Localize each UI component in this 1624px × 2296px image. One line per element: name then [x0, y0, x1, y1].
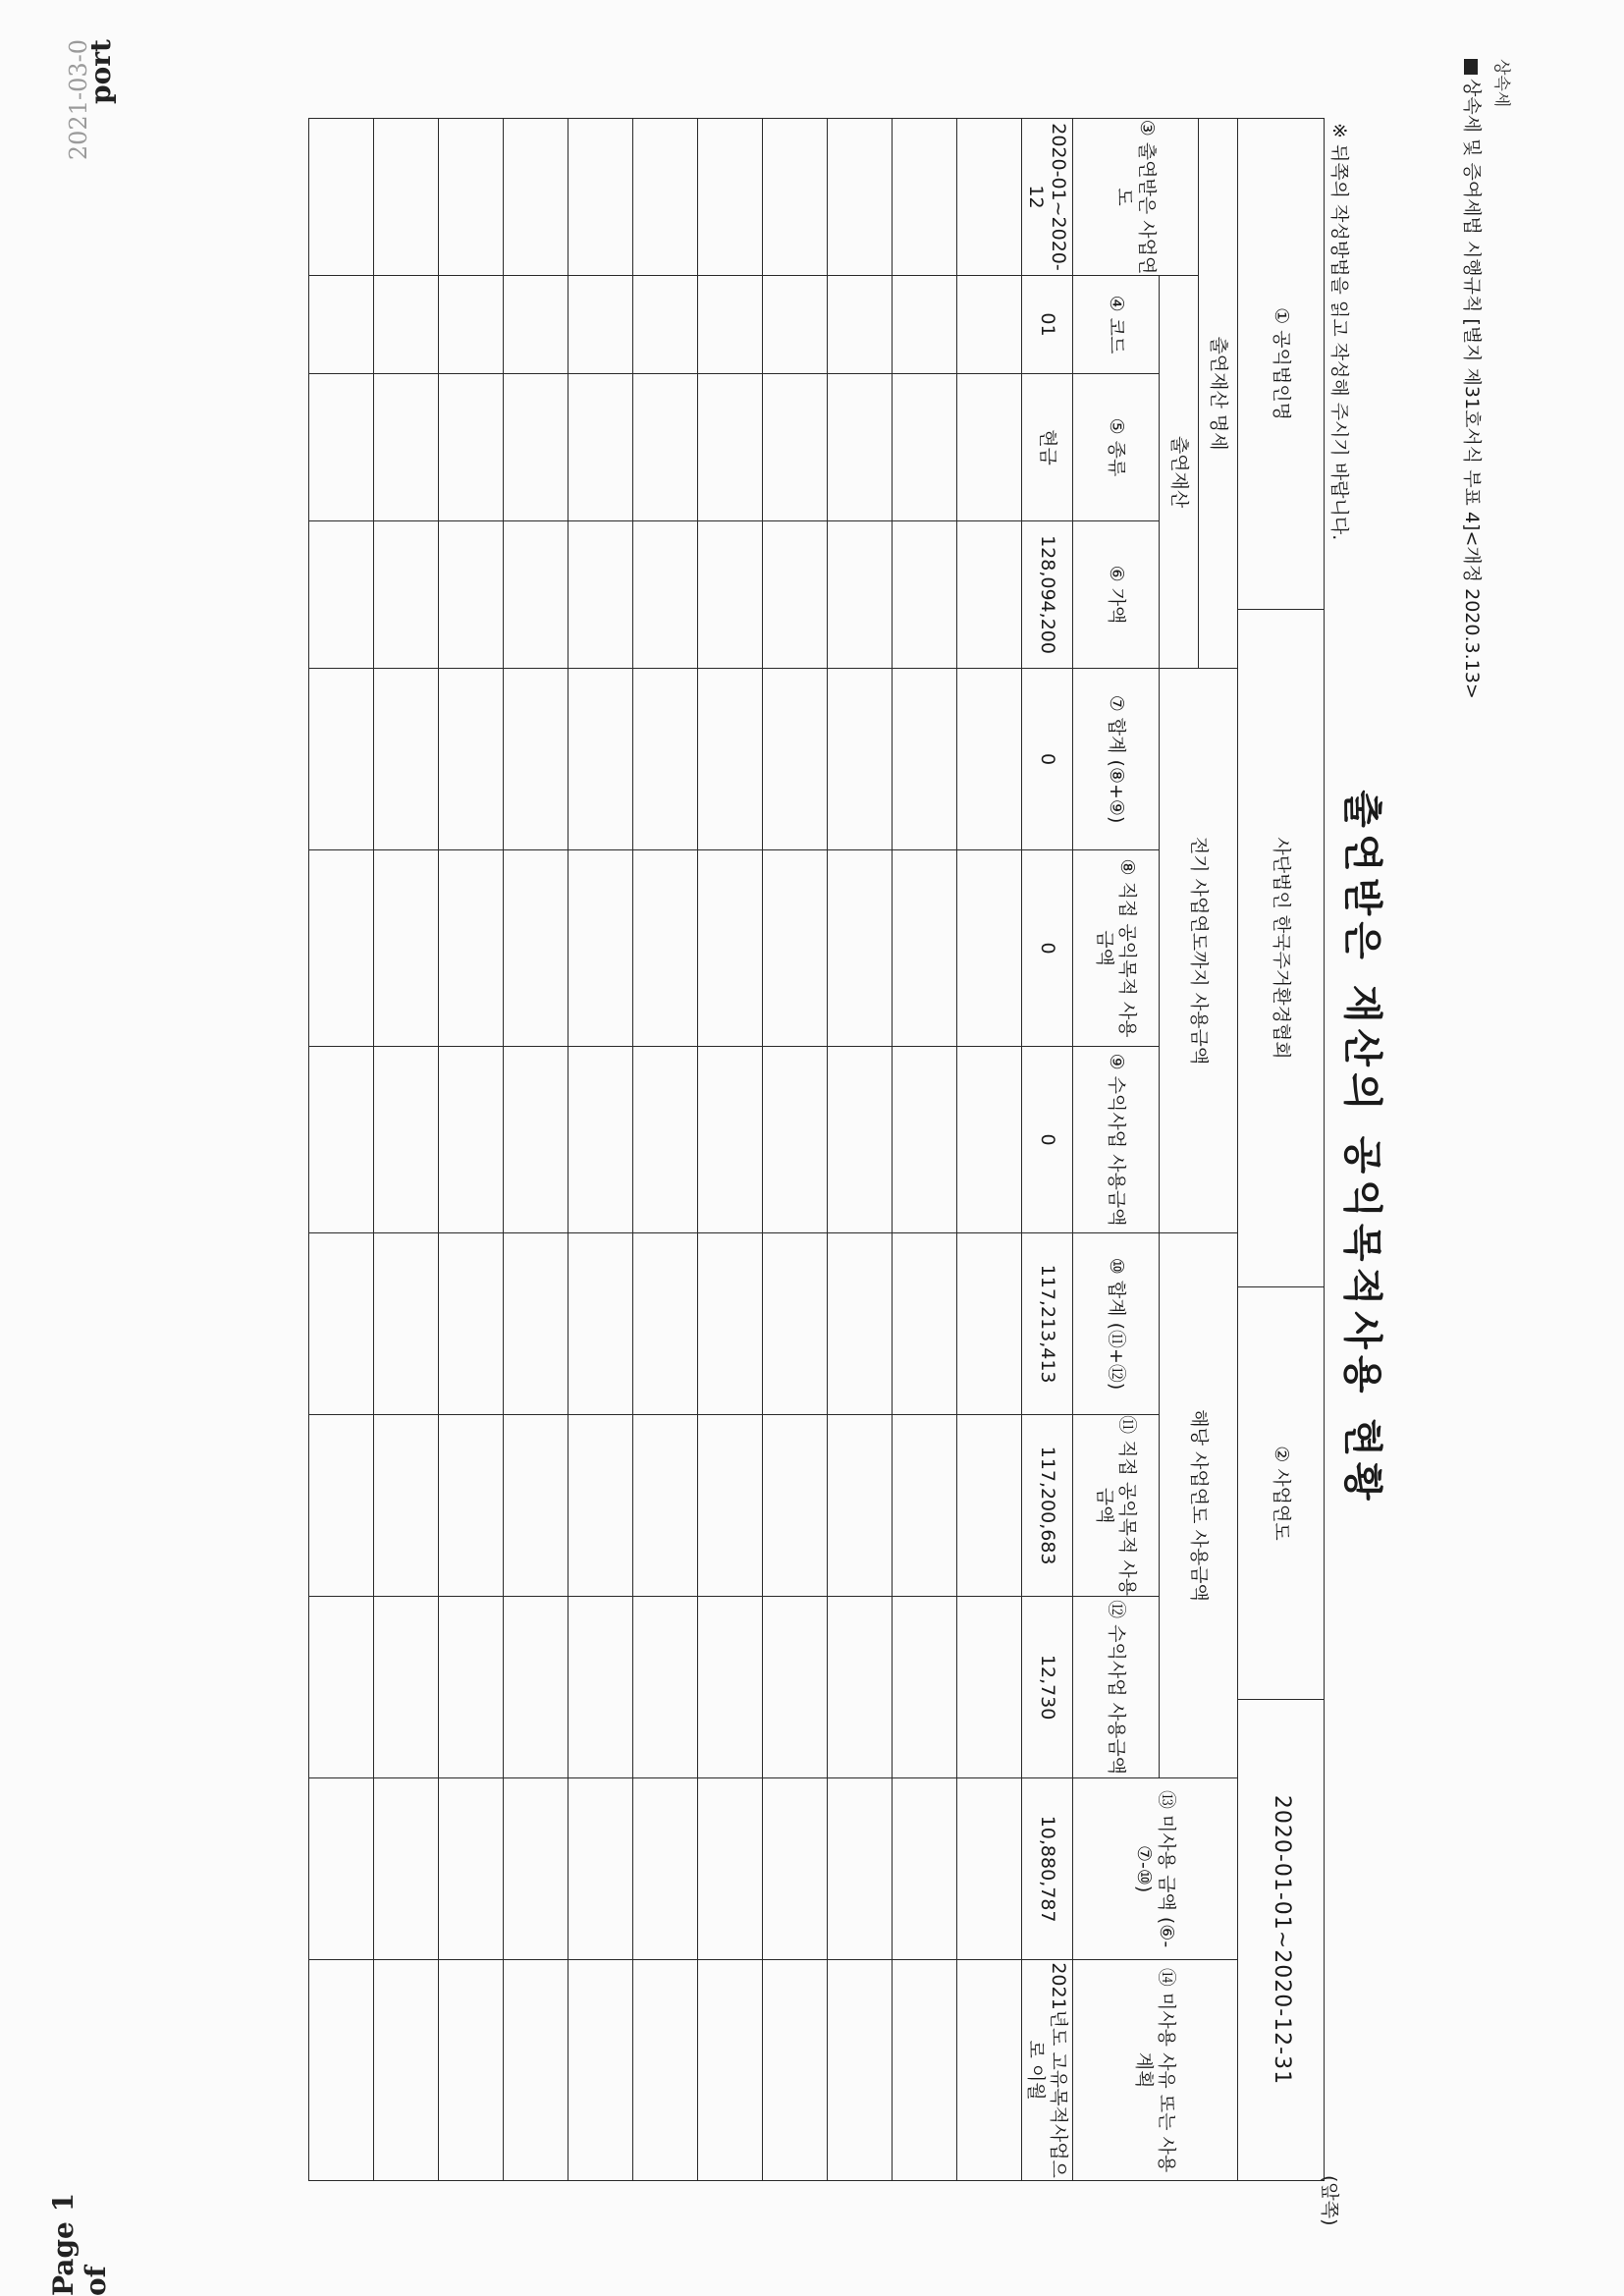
- group-donation-detail: 출연재산 명세: [1199, 119, 1238, 669]
- empty-cell: [698, 119, 763, 276]
- document-title: 출연받은 재산의 공익목적사용 현황: [1339, 790, 1384, 1506]
- cell-year: 2020-01~2020-12: [1022, 119, 1073, 276]
- empty-cell: [893, 521, 957, 669]
- empty-cell: [568, 521, 633, 669]
- empty-cell: [763, 1778, 828, 1960]
- empty-cell: [698, 374, 763, 521]
- empty-cell: [828, 374, 893, 521]
- empty-cell: [568, 1960, 633, 2181]
- empty-cell: [763, 1960, 828, 2181]
- empty-cell: [957, 1047, 1022, 1233]
- empty-cell: [374, 1233, 439, 1415]
- cell-code: 01: [1022, 276, 1073, 374]
- empty-cell: [374, 276, 439, 374]
- empty-cell: [309, 1233, 374, 1415]
- col10-header: ⑩ 합계 (⑪+⑫): [1073, 1233, 1160, 1415]
- empty-cell: [957, 1233, 1022, 1415]
- group-current-year: 해당 사업연도 사용금액: [1160, 1233, 1238, 1778]
- col12-header: ⑫ 수익사업 사용금액: [1073, 1597, 1160, 1778]
- empty-cell: [504, 1778, 568, 1960]
- empty-cell: [374, 521, 439, 669]
- empty-cell: [504, 669, 568, 850]
- empty-cell: [374, 1047, 439, 1233]
- empty-cell: [828, 1597, 893, 1778]
- empty-cell: [763, 850, 828, 1047]
- empty-cell: [893, 119, 957, 276]
- field2-value: 2020-01-01~2020-12-31: [1238, 1700, 1325, 2181]
- footer-right: port: [84, 39, 117, 104]
- empty-cell: [374, 1415, 439, 1597]
- empty-cell: [763, 521, 828, 669]
- empty-row: [309, 119, 374, 2181]
- field2-label: ② 사업연도: [1238, 1287, 1325, 1700]
- corner-mark: 2021-03-0: [65, 39, 92, 161]
- main-table: [308, 118, 1238, 2181]
- empty-cell: [763, 1597, 828, 1778]
- empty-cell: [893, 1778, 957, 1960]
- empty-cell: [698, 276, 763, 374]
- cell-value: 128,094,200: [1022, 521, 1073, 669]
- empty-row: [374, 119, 439, 2181]
- field1-label: ① 공익법인명: [1238, 119, 1325, 610]
- empty-cell: [698, 1233, 763, 1415]
- empty-cell: [374, 374, 439, 521]
- col3-header: ③ 출연받은 사업연도: [1073, 119, 1199, 276]
- cell-unused: 10,880,787: [1022, 1778, 1073, 1960]
- empty-cell: [309, 1960, 374, 2181]
- empty-cell: [439, 119, 504, 276]
- empty-cell: [633, 850, 698, 1047]
- empty-cell: [763, 1415, 828, 1597]
- empty-row: [504, 119, 568, 2181]
- empty-cell: [957, 119, 1022, 276]
- empty-rows: [309, 119, 1022, 2181]
- col9-header: ⑨ 수익사업 사용금액: [1073, 1047, 1160, 1233]
- empty-cell: [893, 276, 957, 374]
- empty-cell: [504, 521, 568, 669]
- form-reference: 상속세 및 증여세법 시행규칙 [별지 제31호서식 부표 4]<개정 2020.3.13>: [1460, 59, 1487, 699]
- side-label: (앞쪽): [1319, 2175, 1340, 2226]
- empty-cell: [309, 1047, 374, 1233]
- empty-cell: [957, 1415, 1022, 1597]
- empty-cell: [568, 1233, 633, 1415]
- empty-cell: [633, 669, 698, 850]
- empty-row: [633, 119, 698, 2181]
- empty-cell: [439, 850, 504, 1047]
- empty-cell: [568, 1778, 633, 1960]
- empty-cell: [893, 1047, 957, 1233]
- empty-cell: [504, 1233, 568, 1415]
- empty-cell: [568, 1047, 633, 1233]
- empty-cell: [309, 1415, 374, 1597]
- group-prior-years: 전기 사업연도까지 사용금액: [1160, 669, 1238, 1233]
- empty-row: [763, 119, 828, 2181]
- empty-cell: [633, 521, 698, 669]
- cell-prior-total: 0: [1022, 669, 1073, 850]
- empty-cell: [698, 521, 763, 669]
- field1-value: 사단법인 한국주거환경협회: [1238, 610, 1325, 1287]
- empty-cell: [763, 119, 828, 276]
- cell-kind: 현금: [1022, 374, 1073, 521]
- empty-cell: [439, 276, 504, 374]
- empty-cell: [957, 521, 1022, 669]
- header-stamp: 상속세: [1491, 59, 1511, 108]
- empty-cell: [309, 119, 374, 276]
- empty-cell: [633, 1597, 698, 1778]
- empty-cell: [374, 1960, 439, 2181]
- empty-cell: [309, 521, 374, 669]
- cell-prior-profit: 0: [1022, 1047, 1073, 1233]
- table-row: [1022, 119, 1073, 2181]
- empty-cell: [957, 669, 1022, 850]
- col5-header: ⑤ 종류: [1073, 374, 1160, 521]
- instruction-note: ※ 뒤쪽의 작성방법을 읽고 작성해 주시기 바랍니다.: [1328, 123, 1350, 541]
- empty-row: [439, 119, 504, 2181]
- empty-cell: [828, 1233, 893, 1415]
- empty-cell: [893, 1597, 957, 1778]
- empty-cell: [698, 850, 763, 1047]
- empty-cell: [309, 276, 374, 374]
- col4-header: ④ 코드: [1073, 276, 1160, 374]
- empty-cell: [504, 119, 568, 276]
- group-donated-property: 출연재산: [1160, 276, 1199, 669]
- empty-cell: [698, 1415, 763, 1597]
- empty-cell: [504, 1597, 568, 1778]
- empty-cell: [374, 850, 439, 1047]
- empty-cell: [568, 850, 633, 1047]
- empty-cell: [633, 1415, 698, 1597]
- empty-cell: [309, 669, 374, 850]
- empty-cell: [504, 1047, 568, 1233]
- empty-cell: [439, 1415, 504, 1597]
- empty-cell: [893, 850, 957, 1047]
- empty-cell: [374, 119, 439, 276]
- empty-cell: [504, 1960, 568, 2181]
- col13-header: ⑬ 미사용 금액 (⑥-⑦-⑩): [1073, 1778, 1238, 1960]
- empty-cell: [568, 276, 633, 374]
- empty-cell: [633, 1047, 698, 1233]
- empty-cell: [957, 1960, 1022, 2181]
- col11-header: ⑪ 직접 공익목적 사용금액: [1073, 1415, 1160, 1597]
- empty-cell: [698, 1960, 763, 2181]
- empty-cell: [893, 669, 957, 850]
- empty-cell: [309, 1778, 374, 1960]
- footer-left: Page 1 of: [47, 2192, 112, 2296]
- empty-cell: [504, 1415, 568, 1597]
- empty-row: [828, 119, 893, 2181]
- col6-header: ⑥ 가액: [1073, 521, 1160, 669]
- empty-cell: [828, 521, 893, 669]
- empty-cell: [633, 374, 698, 521]
- empty-cell: [698, 1778, 763, 1960]
- empty-cell: [439, 1047, 504, 1233]
- empty-cell: [568, 1597, 633, 1778]
- cell-cur-profit: 12,730: [1022, 1597, 1073, 1778]
- empty-cell: [828, 1960, 893, 2181]
- empty-cell: [504, 850, 568, 1047]
- empty-cell: [309, 1597, 374, 1778]
- empty-cell: [698, 1597, 763, 1778]
- info-table: [1237, 118, 1325, 2181]
- empty-cell: [568, 119, 633, 276]
- empty-cell: [374, 1778, 439, 1960]
- col8-header: ⑧ 직접 공익목적 사용금액: [1073, 850, 1160, 1047]
- empty-cell: [568, 1415, 633, 1597]
- empty-cell: [374, 1597, 439, 1778]
- redaction-block-icon: [1465, 59, 1479, 75]
- col14-header: ⑭ 미사용 사유 또는 사용계획: [1073, 1960, 1238, 2181]
- empty-cell: [763, 669, 828, 850]
- empty-cell: [568, 669, 633, 850]
- empty-cell: [828, 850, 893, 1047]
- empty-cell: [957, 374, 1022, 521]
- cell-cur-total: 117,213,413: [1022, 1233, 1073, 1415]
- cell-prior-direct: 0: [1022, 850, 1073, 1047]
- empty-row: [893, 119, 957, 2181]
- empty-row: [568, 119, 633, 2181]
- empty-cell: [374, 669, 439, 850]
- cell-reason: 2021년도 고유목적사업으로 이월: [1022, 1960, 1073, 2181]
- empty-cell: [439, 1778, 504, 1960]
- empty-cell: [633, 1233, 698, 1415]
- empty-cell: [763, 1047, 828, 1233]
- empty-cell: [568, 374, 633, 521]
- empty-cell: [957, 276, 1022, 374]
- empty-cell: [309, 850, 374, 1047]
- empty-cell: [957, 850, 1022, 1047]
- cell-cur-direct: 117,200,683: [1022, 1415, 1073, 1597]
- col7-header: ⑦ 합계 (⑧+⑨): [1073, 669, 1160, 850]
- empty-cell: [893, 1960, 957, 2181]
- empty-cell: [698, 1047, 763, 1233]
- empty-cell: [698, 669, 763, 850]
- empty-cell: [633, 119, 698, 276]
- empty-cell: [439, 1960, 504, 2181]
- empty-cell: [763, 1233, 828, 1415]
- empty-cell: [309, 374, 374, 521]
- empty-cell: [633, 1778, 698, 1960]
- empty-cell: [828, 1047, 893, 1233]
- empty-row: [957, 119, 1022, 2181]
- empty-cell: [504, 374, 568, 521]
- empty-cell: [439, 669, 504, 850]
- empty-cell: [439, 1233, 504, 1415]
- empty-cell: [828, 119, 893, 276]
- empty-cell: [893, 1233, 957, 1415]
- empty-cell: [828, 276, 893, 374]
- empty-cell: [633, 276, 698, 374]
- empty-cell: [957, 1597, 1022, 1778]
- empty-row: [698, 119, 763, 2181]
- empty-cell: [828, 1778, 893, 1960]
- empty-cell: [439, 374, 504, 521]
- empty-cell: [763, 276, 828, 374]
- empty-cell: [828, 1415, 893, 1597]
- empty-cell: [763, 374, 828, 521]
- empty-cell: [633, 1960, 698, 2181]
- empty-cell: [893, 374, 957, 521]
- empty-cell: [957, 1778, 1022, 1960]
- empty-cell: [893, 1415, 957, 1597]
- empty-cell: [439, 521, 504, 669]
- empty-cell: [439, 1597, 504, 1778]
- empty-cell: [504, 276, 568, 374]
- empty-cell: [828, 669, 893, 850]
